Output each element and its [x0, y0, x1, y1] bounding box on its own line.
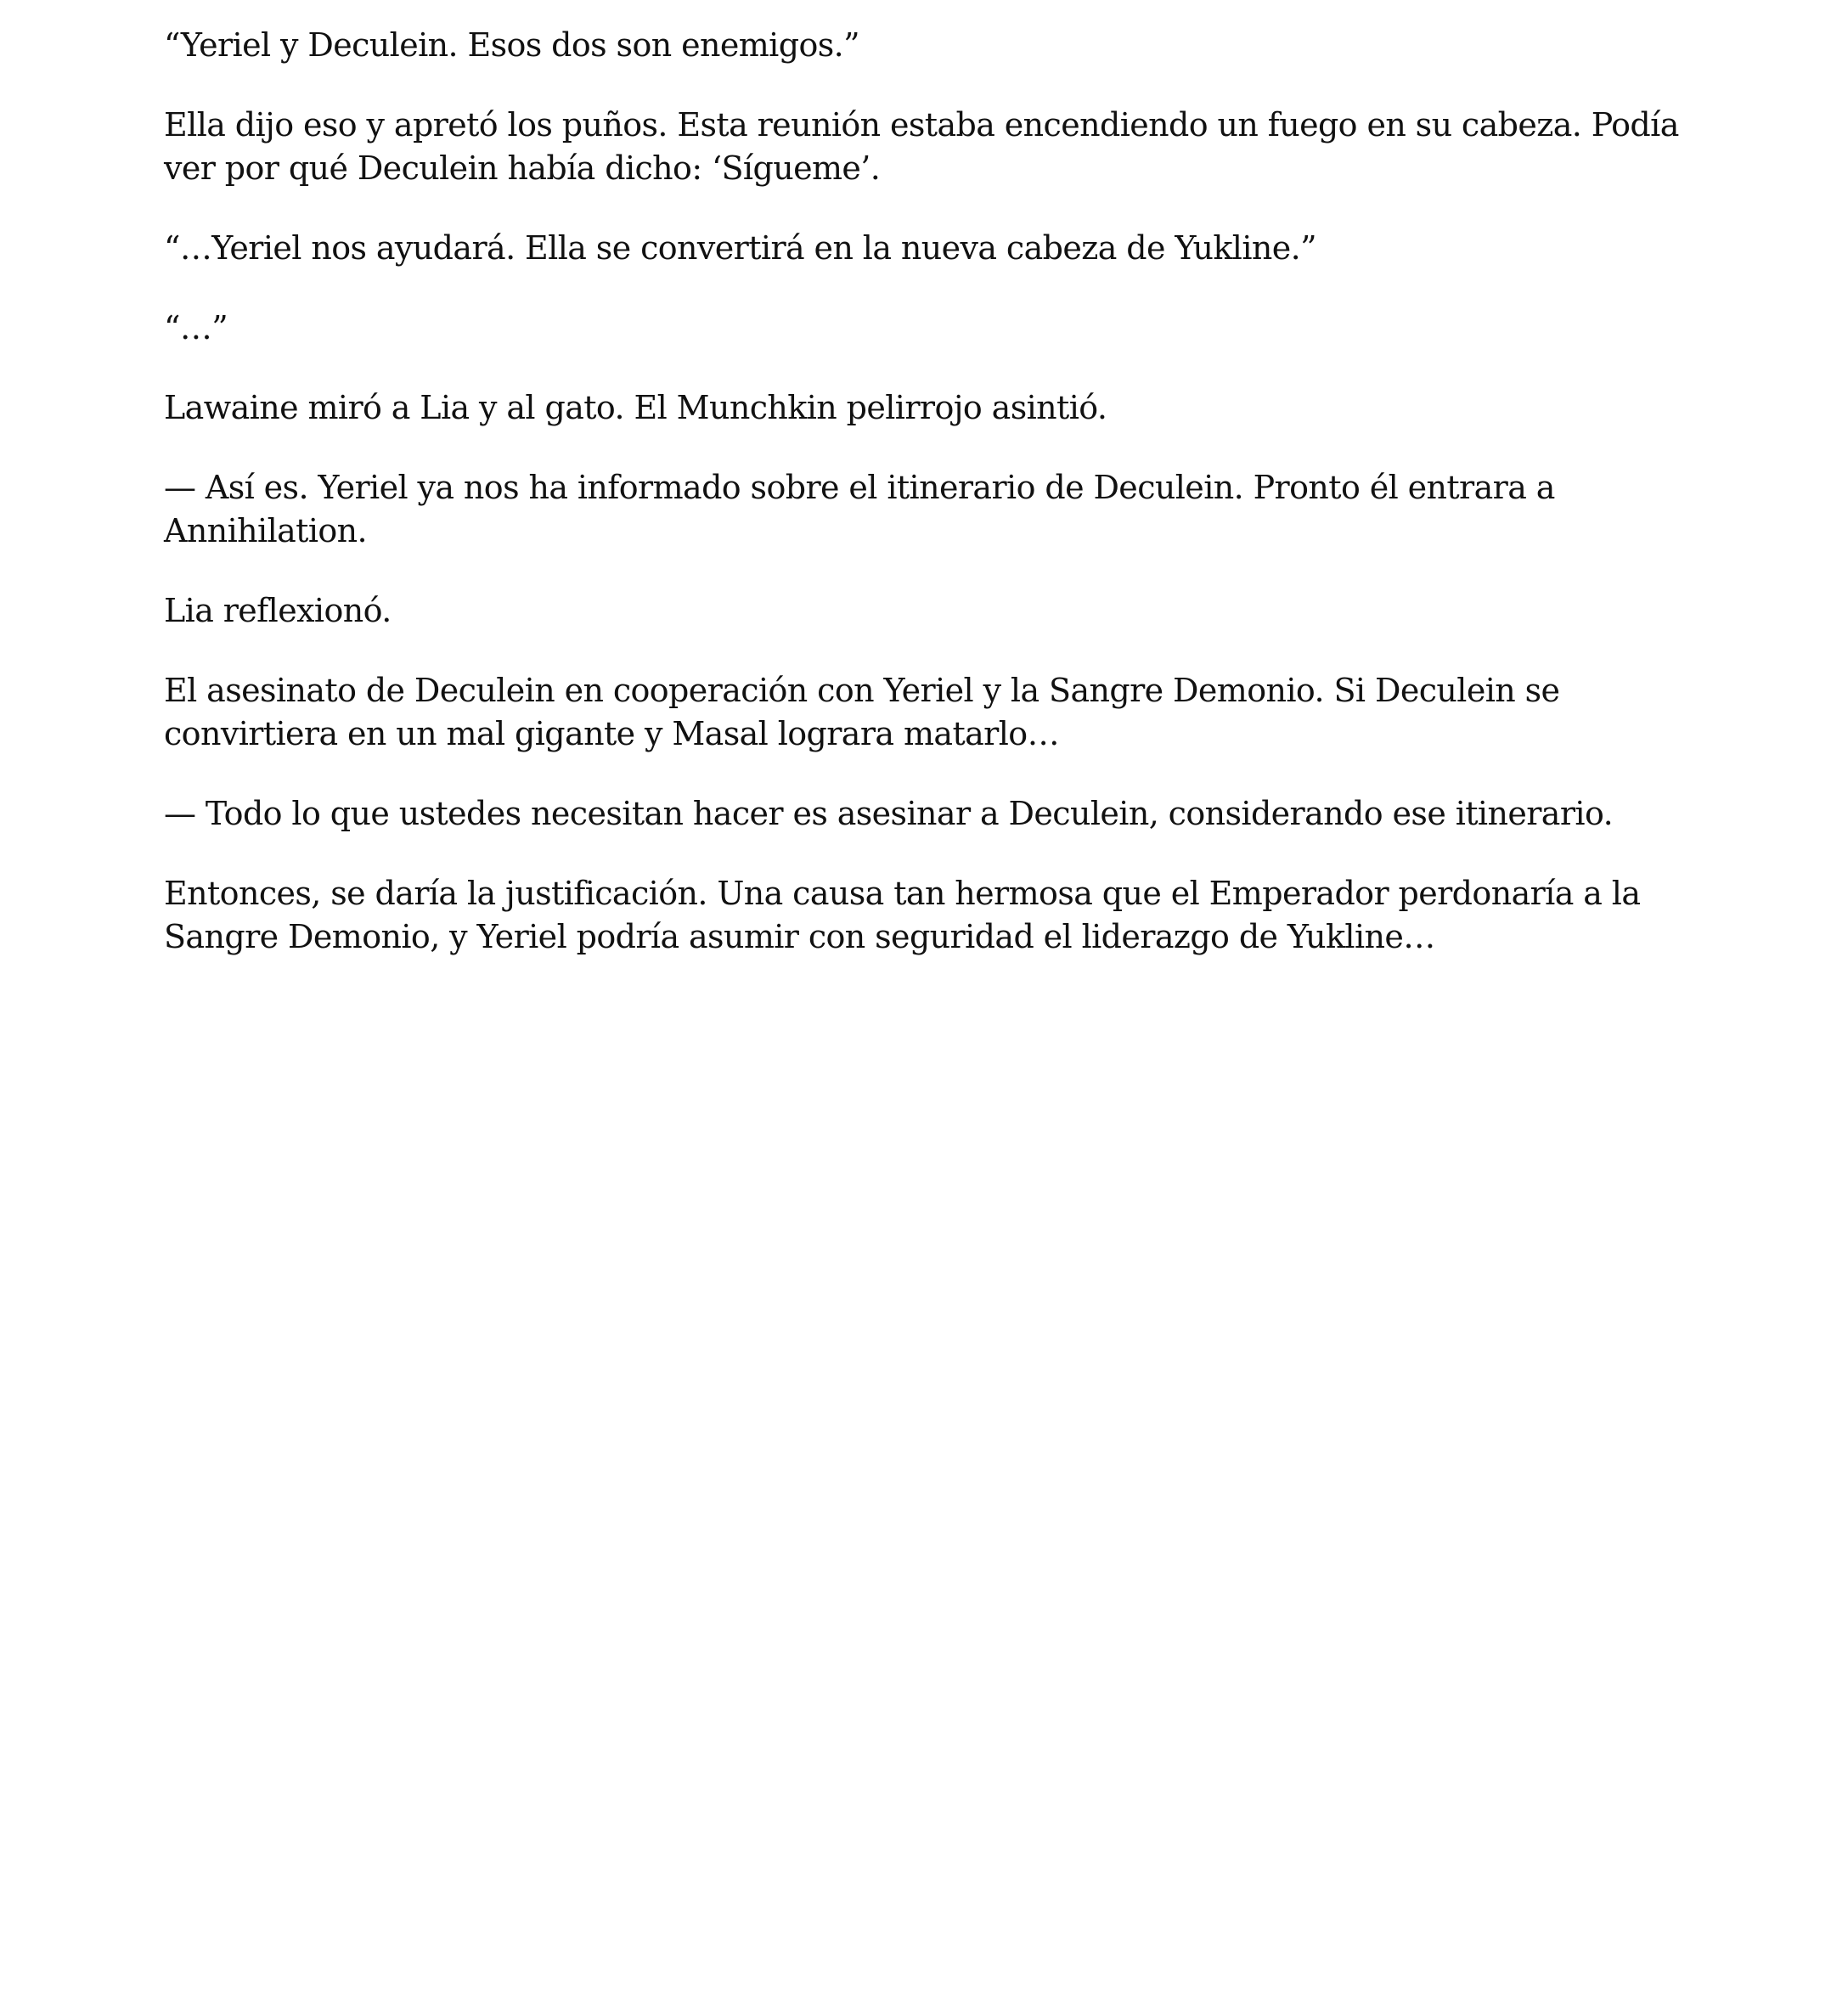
paragraph-7: Lia reflexionó. [164, 592, 392, 629]
paragraph-2: Ella dijo eso y apretó los puños. Esta reunión estaba encendiendo un fuego en su cabeza. Podía ver por qué Deculein había dicho: ‘Sígueme’. [164, 106, 1689, 187]
paragraph-1: “Yeriel y Deculein. Esos dos son enemigos.” [164, 26, 859, 64]
paragraph-5: Lawaine miró a Lia y al gato. El Munchkin pelirrojo asintió. [164, 389, 1107, 426]
paragraph-6: — Así es. Yeriel ya nos ha informado sobre el itinerario de Deculein. Pronto él entrara a Annihilation. [164, 469, 1565, 549]
document-body [164, 24, 1693, 995]
paragraph-9: — Todo lo que ustedes necesitan hacer es asesinar a Deculein, considerando ese itinerario. [164, 795, 1614, 832]
paragraph-4: “…” [164, 309, 228, 346]
paragraph-3: “…Yeriel nos ayudará. Ella se convertirá en la nueva cabeza de Yukline.” [164, 229, 1316, 267]
paragraph-8: El asesinato de Deculein en cooperación con Yeriel y la Sangre Demonio. Si Deculein se convirtiera en un mal gigante y Masal lograra matarlo… [164, 672, 1569, 752]
paragraph-10: Entonces, se daría la justificación. Una causa tan hermosa que el Emperador perdonaría a la Sangre Demonio, y Yeriel podría asumir con seguridad el liderazgo de Yukline… [164, 875, 1650, 955]
